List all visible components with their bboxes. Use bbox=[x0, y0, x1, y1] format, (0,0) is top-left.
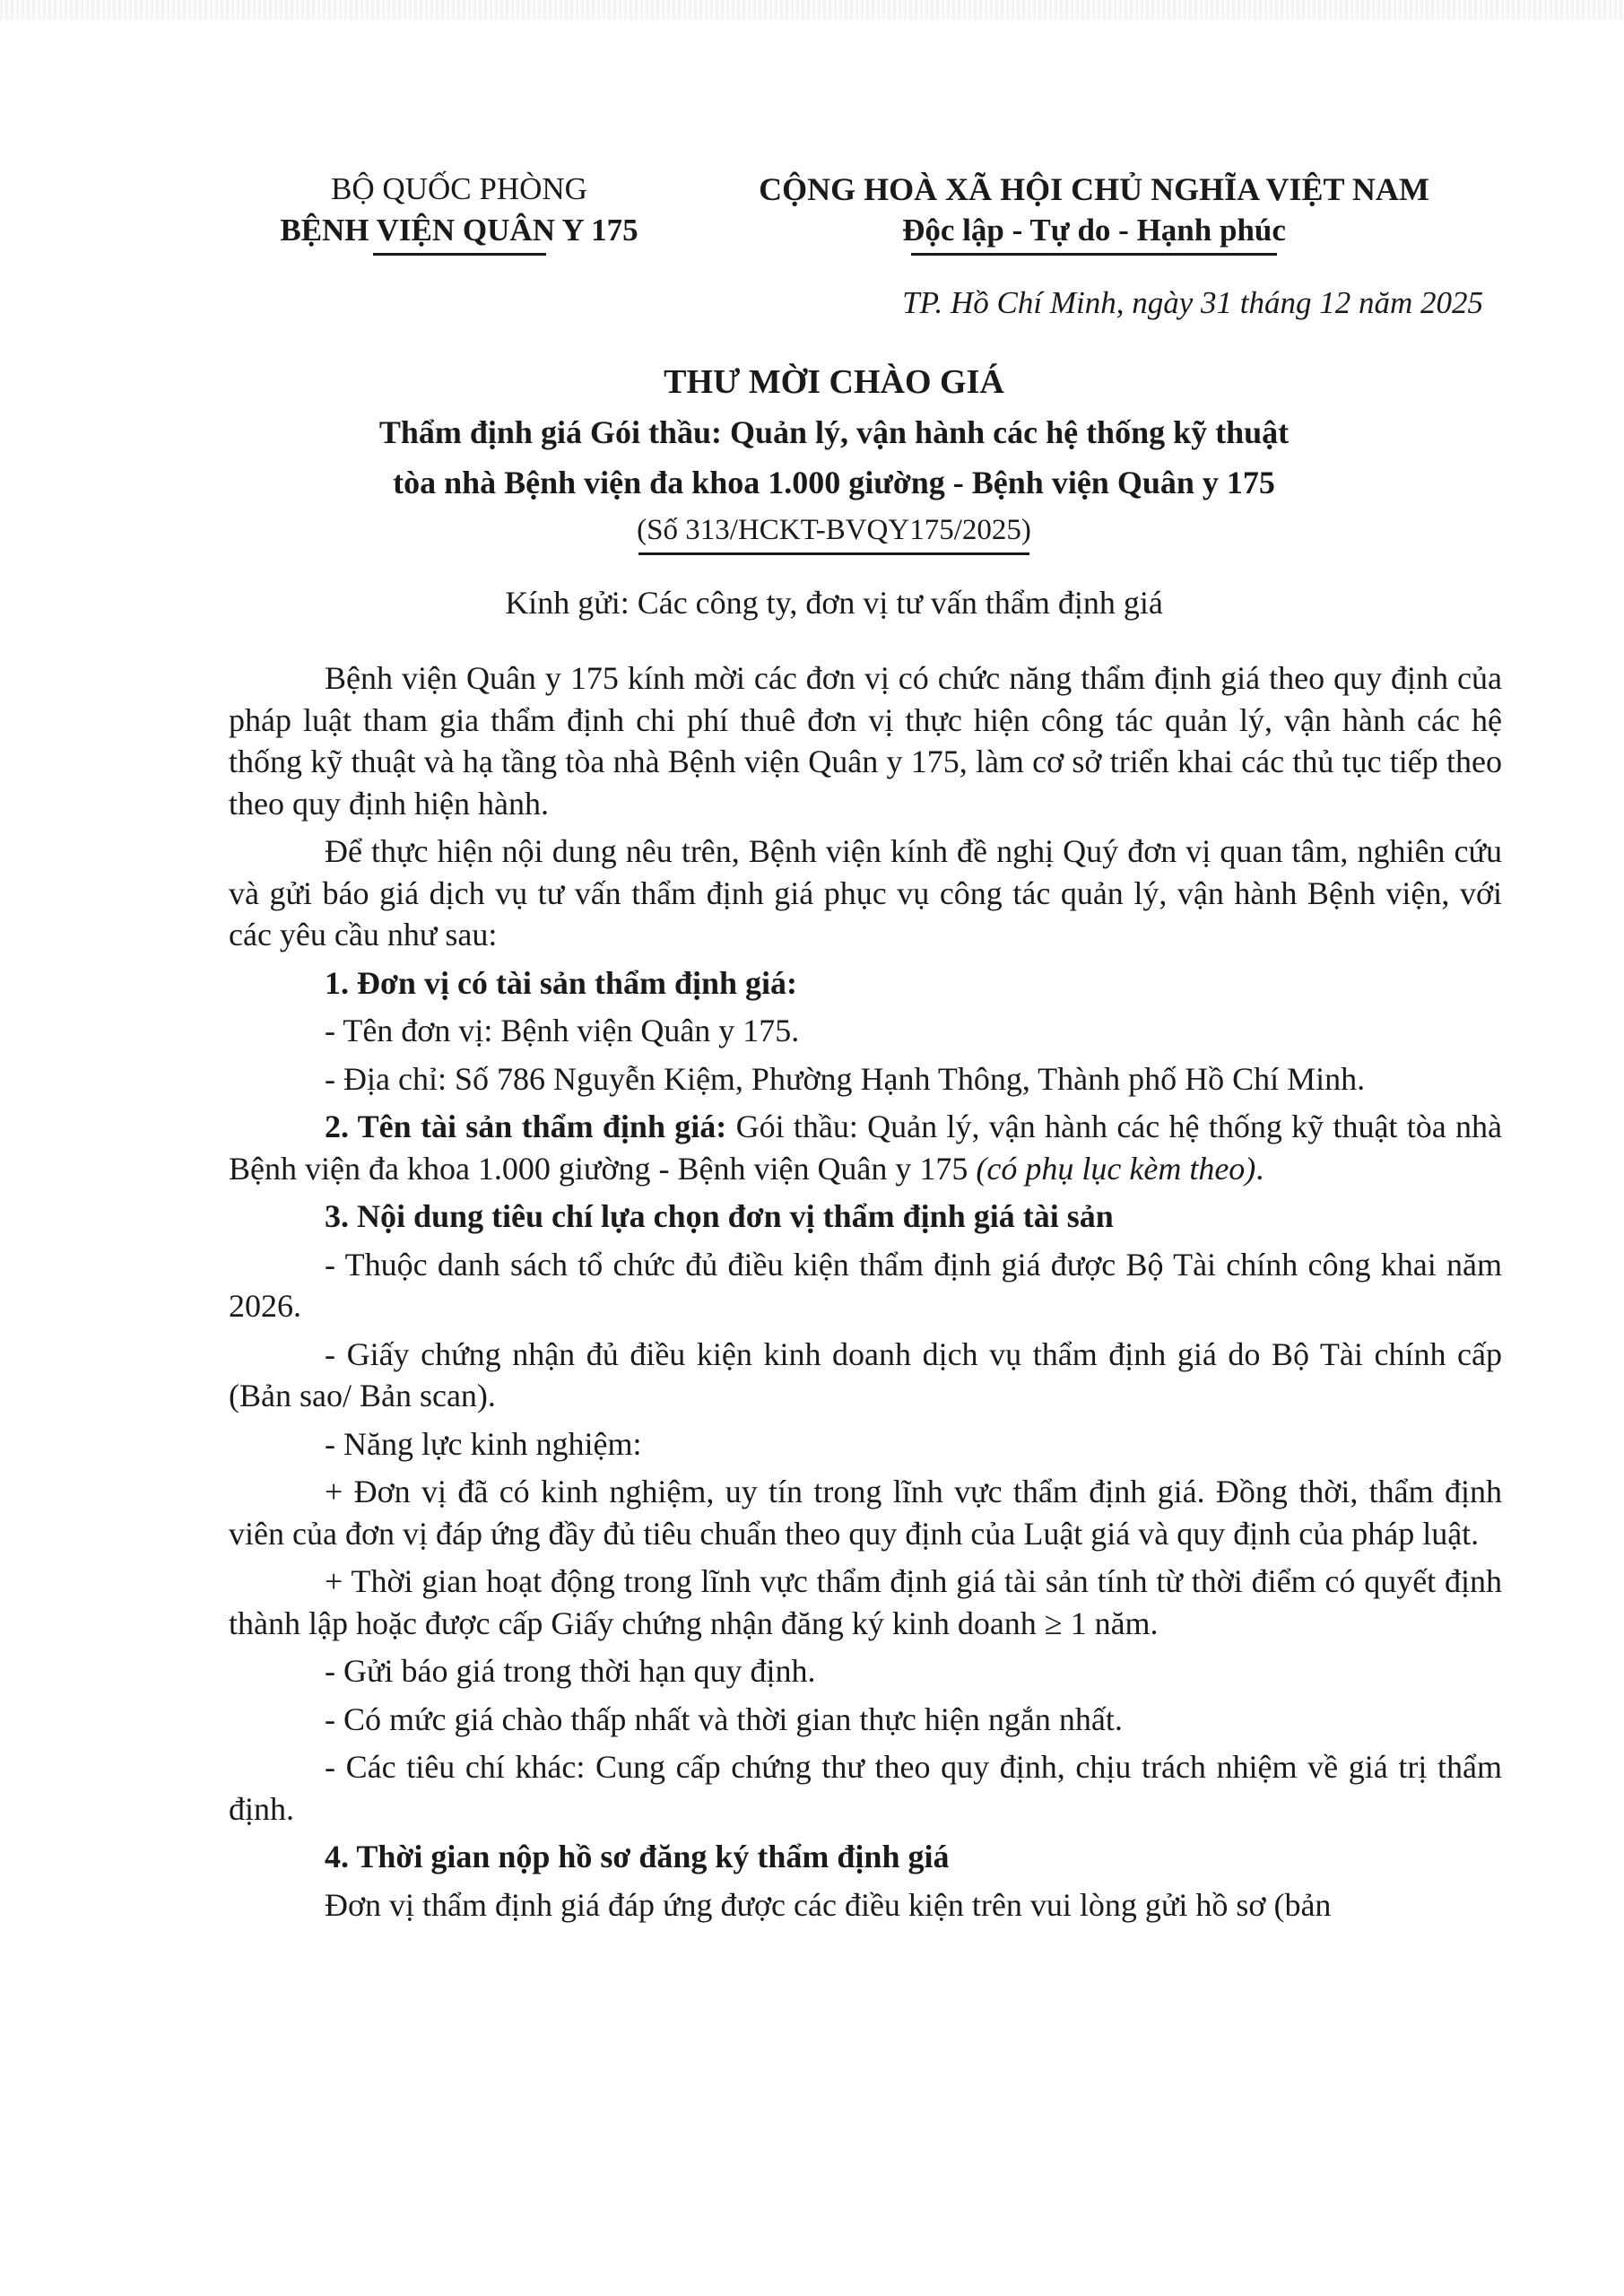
section-4-text: Đơn vị thẩm định giá đáp ứng được các điều kiện trên vui lòng gửi hồ sơ (bản bbox=[325, 1886, 1332, 1923]
section-2-end: . bbox=[1255, 1150, 1264, 1187]
section-2-text: Gói thầu: Quản lý, vận hành các hệ thống kỹ thuật tòa nhà Bệnh viện đa khoa 1.000 giường - Bệnh viện Quân y 175 bbox=[229, 1109, 1502, 1187]
section-2-note: (có phụ lục kèm theo) bbox=[976, 1150, 1256, 1187]
hospital-name: BỆNH VIỆN QUÂN Y 175 bbox=[280, 213, 638, 248]
criteria-item: - Có mức giá chào thấp nhất và thời gian thực hiện ngắn nhất. bbox=[325, 1700, 1123, 1737]
criteria-item: - Các tiêu chí khác: Cung cấp chứng thư theo quy định, chịu trách nhiệm về giá trị thẩm định. bbox=[229, 1749, 1502, 1827]
intro-paragraph: Bệnh viện Quân y 175 kính mời các đơn vị có chức năng thẩm định giá theo quy định của pháp luật tham gia thẩm định chi phí thuê đơn vị thực hiện công tác quản lý, vận hành các hệ thống kỹ thuật và hạ tầng tòa nhà Bệnh viện Quân y 175, làm cơ sở triển khai các thủ tục tiếp theo theo quy định hiện hành. bbox=[229, 660, 1502, 822]
ministry-name: BỘ QUỐC PHÒNG bbox=[331, 171, 587, 206]
number-underline bbox=[638, 552, 1029, 555]
national-header bbox=[699, 169, 1489, 256]
national-motto: Độc lập - Tự do - Hạnh phúc bbox=[902, 213, 1286, 248]
document-title: THƯ MỜI CHÀO GIÁ bbox=[664, 363, 1004, 401]
section-4-heading: 4. Thời gian nộp hồ sơ đăng ký thẩm định giá bbox=[325, 1839, 950, 1874]
criteria-item: - Năng lực kinh nghiệm: bbox=[325, 1425, 642, 1462]
subject-line-1: Thẩm định giá Gói thầu: Quản lý, vận hành các hệ thống kỹ thuật bbox=[378, 414, 1290, 450]
document-number: (Số 313/HCKT-BVQY175/2025) bbox=[637, 514, 1031, 546]
criteria-item: - Gửi báo giá trong thời hạn quy định. bbox=[325, 1653, 816, 1689]
section-2-heading: 2. Tên tài sản thẩm định giá: bbox=[325, 1109, 727, 1144]
scan-edge-artifact bbox=[0, 0, 1624, 20]
section-3-heading: 3. Nội dung tiêu chí lựa chọn đơn vị thẩm định giá tài sản bbox=[325, 1198, 1114, 1234]
criteria-subitem: + Đơn vị đã có kinh nghiệm, uy tín trong lĩnh vực thẩm định giá. Đồng thời, thẩm định viên của đơn vị đáp ứng đầy đủ tiêu chuẩn theo quy định của Luật giá và quy định của pháp luật. bbox=[229, 1474, 1502, 1552]
section-1-unit-name: - Tên đơn vị: Bệnh viện Quân y 175. bbox=[325, 1013, 800, 1048]
section-1-address: - Địa chỉ: Số 786 Nguyễn Kiệm, Phường Hạnh Thông, Thành phố Hồ Chí Minh. bbox=[325, 1060, 1366, 1097]
nation-name: CỘNG HOÀ XÃ HỘI CHỦ NGHĨA VIỆT NAM bbox=[759, 171, 1429, 207]
salutation: Kính gửi: Các công ty, đơn vị tư vấn thẩm định giá bbox=[505, 585, 1163, 621]
place-date: TP. Hồ Chí Minh, ngày 31 tháng 12 năm 2025 bbox=[902, 285, 1483, 320]
criteria-item: - Giấy chứng nhận đủ điều kiện kinh doanh dịch vụ thẩm định giá do Bộ Tài chính cấp (Bản sao/ Bản scan). bbox=[229, 1335, 1502, 1413]
document-title-block bbox=[179, 357, 1489, 555]
criteria-subitem: + Thời gian hoạt động trong lĩnh vực thẩm định giá tài sản tính từ thời điểm có quyết định thành lập hoặc được cấp Giấy chứng nhận đăng ký kinh doanh ≥ 1 năm. bbox=[229, 1563, 1502, 1641]
section-1-heading: 1. Đơn vị có tài sản thẩm định giá: bbox=[325, 964, 798, 1001]
subject-line-2: tòa nhà Bệnh viện đa khoa 1.000 giường - Bệnh viện Quân y 175 bbox=[393, 465, 1275, 500]
criteria-item: - Thuộc danh sách tổ chức đủ điều kiện thẩm định giá được Bộ Tài chính công khai năm 2026. bbox=[229, 1246, 1502, 1324]
issuer-underline bbox=[373, 253, 546, 256]
issuer-header bbox=[235, 169, 683, 256]
section-2-paragraph bbox=[229, 1106, 1502, 1189]
motto-underline bbox=[911, 253, 1277, 256]
letter-body bbox=[229, 657, 1502, 1926]
request-paragraph: Để thực hiện nội dung nêu trên, Bệnh viện kính đề nghị Quý đơn vị quan tâm, nghiên cứu và gửi báo giá dịch vụ tư vấn thẩm định giá phục vụ công tác quản lý, vận hành Bệnh viện, với các yêu cầu như sau: bbox=[229, 833, 1502, 952]
